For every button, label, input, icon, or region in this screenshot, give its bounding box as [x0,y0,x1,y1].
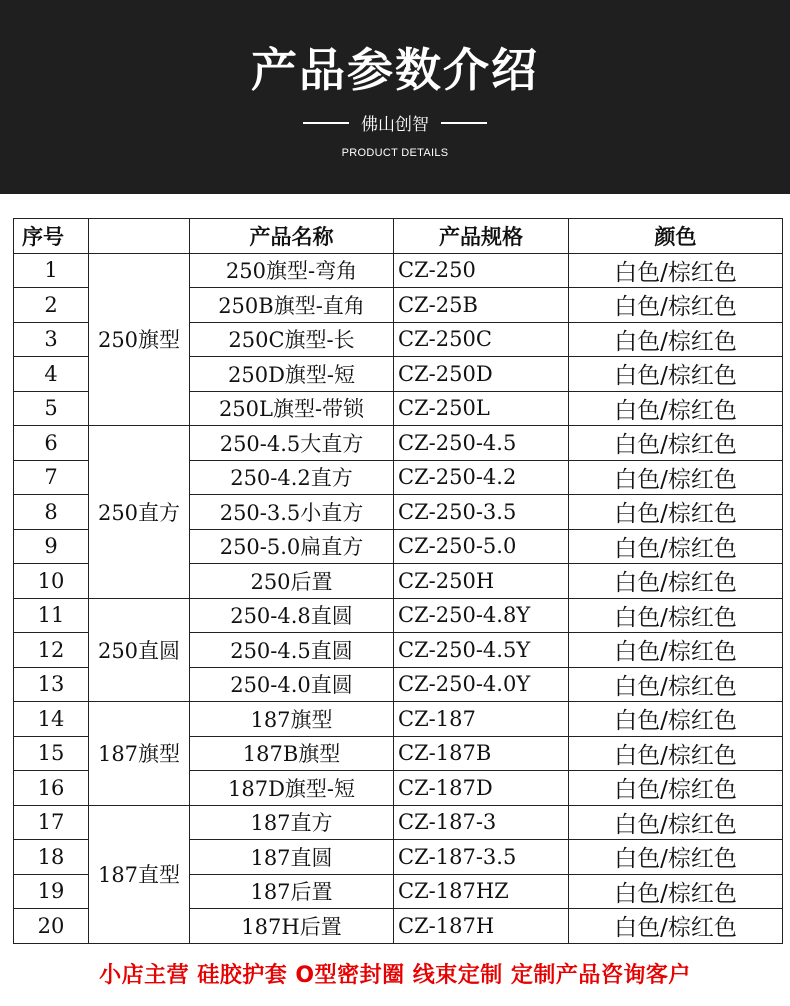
cell-color: 白色/棕红色 [569,426,783,461]
product-spec-table [13,218,783,944]
cell-color: 白色/棕红色 [569,840,783,875]
cell-color: 白色/棕红色 [569,667,783,702]
cell-color: 白色/棕红色 [569,736,783,771]
cell-product-name: 250-4.5直圆 [190,633,394,668]
brand-subtitle: 佛山创智 [361,115,429,135]
cell-product-spec: CZ-250-4.8Y [394,598,569,633]
cell-serial-no: 12 [14,633,89,668]
cell-serial-no: 1 [14,253,89,288]
cell-serial-no: 13 [14,667,89,702]
header-banner [0,0,790,194]
cell-product-name: 187直方 [190,805,394,840]
cell-color: 白色/棕红色 [569,564,783,599]
table-header-row [14,219,783,254]
header-category [89,219,190,254]
cell-category: 250旗型 [89,253,190,426]
cell-color: 白色/棕红色 [569,805,783,840]
cell-product-name: 250-4.8直圆 [190,598,394,633]
divider-line-right [441,122,487,124]
cell-product-spec: CZ-250C [394,322,569,357]
cell-color: 白色/棕红色 [569,253,783,288]
cell-product-name: 250C旗型-长 [190,322,394,357]
cell-product-name: 250后置 [190,564,394,599]
cell-color: 白色/棕红色 [569,598,783,633]
cell-product-name: 250D旗型-短 [190,357,394,392]
cell-serial-no: 5 [14,391,89,426]
cell-serial-no: 17 [14,805,89,840]
subtitle-row [0,110,790,135]
cell-product-spec: CZ-250-3.5 [394,495,569,530]
cell-product-spec: CZ-187D [394,771,569,806]
cell-product-spec: CZ-187-3.5 [394,840,569,875]
cell-product-name: 187H后置 [190,909,394,944]
cell-serial-no: 14 [14,702,89,737]
cell-serial-no: 8 [14,495,89,530]
cell-product-name: 250-4.0直圆 [190,667,394,702]
cell-product-name: 187直圆 [190,840,394,875]
table-row [14,426,783,461]
table-row [14,598,783,633]
cell-category: 250直圆 [89,598,190,702]
cell-product-spec: CZ-187 [394,702,569,737]
cell-color: 白色/棕红色 [569,909,783,944]
cell-serial-no: 9 [14,529,89,564]
header-product-name: 产品名称 [190,219,394,254]
cell-color: 白色/棕红色 [569,874,783,909]
cell-product-spec: CZ-250-4.0Y [394,667,569,702]
header-color: 颜色 [569,219,783,254]
cell-color: 白色/棕红色 [569,288,783,323]
cell-product-spec: CZ-250D [394,357,569,392]
cell-product-name: 250-5.0扁直方 [190,529,394,564]
cell-serial-no: 16 [14,771,89,806]
cell-product-spec: CZ-187B [394,736,569,771]
cell-serial-no: 10 [14,564,89,599]
cell-product-name: 187后置 [190,874,394,909]
cell-product-name: 187旗型 [190,702,394,737]
table-body [14,253,783,943]
cell-color: 白色/棕红色 [569,702,783,737]
cell-product-spec: CZ-187-3 [394,805,569,840]
cell-product-spec: CZ-250-4.5Y [394,633,569,668]
cell-color: 白色/棕红色 [569,357,783,392]
english-subtitle: PRODUCT DETAILS [341,147,449,159]
cell-product-spec: CZ-187H [394,909,569,944]
divider-line-left [303,122,349,124]
table-row [14,253,783,288]
cell-product-name: 250-4.2直方 [190,460,394,495]
header-product-spec: 产品规格 [394,219,569,254]
cell-serial-no: 7 [14,460,89,495]
header-serial-no: 序号 [14,219,89,254]
cell-color: 白色/棕红色 [569,391,783,426]
cell-color: 白色/棕红色 [569,633,783,668]
cell-product-name: 187D旗型-短 [190,771,394,806]
cell-serial-no: 11 [14,598,89,633]
cell-product-spec: CZ-187HZ [394,874,569,909]
cell-serial-no: 18 [14,840,89,875]
cell-category: 187旗型 [89,702,190,806]
cell-product-spec: CZ-250-4.5 [394,426,569,461]
cell-product-spec: CZ-250L [394,391,569,426]
cell-serial-no: 6 [14,426,89,461]
cell-product-name: 250-3.5小直方 [190,495,394,530]
cell-product-spec: CZ-250H [394,564,569,599]
table-row [14,805,783,840]
page-title: 产品参数介绍 [251,43,539,97]
footer-promo-text: 小店主营 硅胶护套 O型密封圈 线束定制 定制产品咨询客户 [99,963,691,988]
cell-serial-no: 4 [14,357,89,392]
cell-product-spec: CZ-250-5.0 [394,529,569,564]
cell-product-spec: CZ-250 [394,253,569,288]
cell-color: 白色/棕红色 [569,771,783,806]
cell-color: 白色/棕红色 [569,529,783,564]
cell-color: 白色/棕红色 [569,495,783,530]
table-row [14,702,783,737]
cell-product-name: 250L旗型-带锁 [190,391,394,426]
cell-color: 白色/棕红色 [569,460,783,495]
cell-product-name: 250B旗型-直角 [190,288,394,323]
cell-serial-no: 15 [14,736,89,771]
cell-serial-no: 19 [14,874,89,909]
cell-serial-no: 3 [14,322,89,357]
cell-product-name: 187B旗型 [190,736,394,771]
cell-product-spec: CZ-250-4.2 [394,460,569,495]
cell-color: 白色/棕红色 [569,322,783,357]
cell-category: 187直型 [89,805,190,943]
cell-serial-no: 2 [14,288,89,323]
cell-product-name: 250-4.5大直方 [190,426,394,461]
cell-category: 250直方 [89,426,190,599]
cell-serial-no: 20 [14,909,89,944]
cell-product-name: 250旗型-弯角 [190,253,394,288]
cell-product-spec: CZ-25B [394,288,569,323]
